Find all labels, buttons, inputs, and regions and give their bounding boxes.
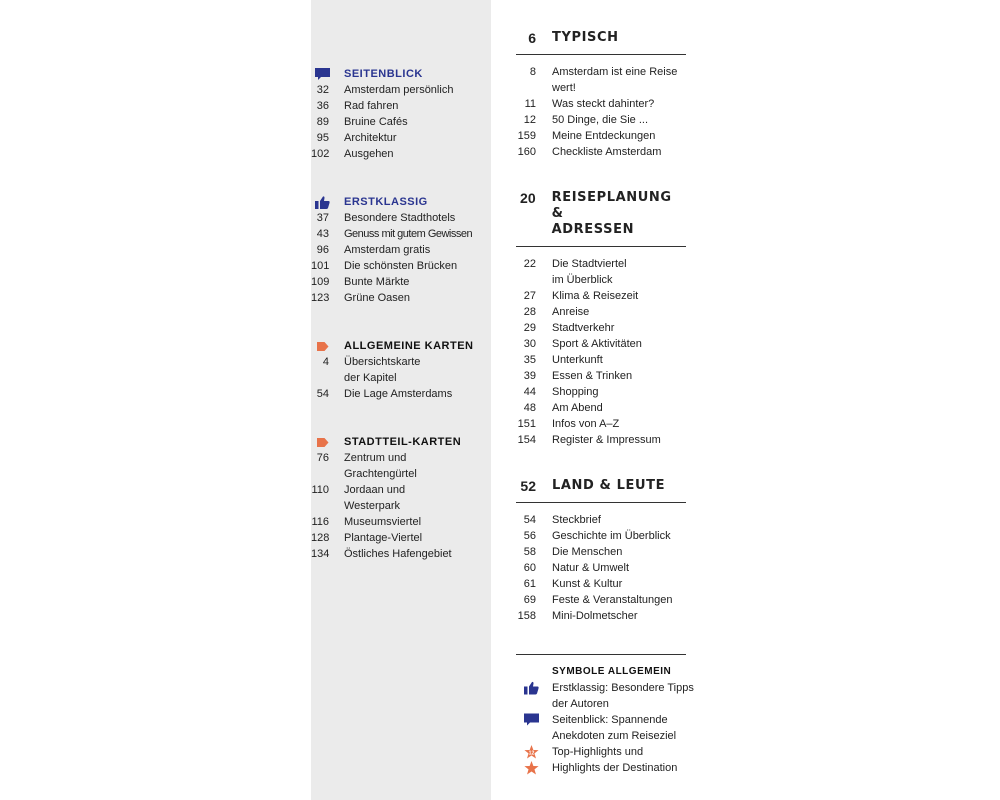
page-number: 35 bbox=[523, 354, 536, 366]
toc-entry[interactable] bbox=[311, 498, 491, 514]
thumbs-up-icon bbox=[524, 681, 539, 695]
chapter-page-number: 20 bbox=[520, 190, 536, 206]
entry-title: Stadtverkehr bbox=[552, 322, 615, 334]
page-number: 12 bbox=[523, 114, 536, 126]
section-typisch bbox=[516, 30, 686, 160]
chapter-title-line: ADRESSEN bbox=[551, 222, 635, 237]
entry-title: Essen & Trinken bbox=[552, 370, 633, 382]
entry-title: Bunte Märkte bbox=[344, 276, 410, 288]
toc-entry[interactable] bbox=[311, 226, 491, 242]
page-number: 69 bbox=[523, 594, 536, 606]
section-title: ALLGEMEINE KARTEN bbox=[344, 340, 474, 352]
toc-entry[interactable] bbox=[311, 370, 491, 386]
entry-title: wert! bbox=[552, 82, 576, 94]
toc-entry[interactable] bbox=[516, 608, 686, 624]
entry-title: Checkliste Amsterdam bbox=[552, 146, 662, 158]
page-number: 96 bbox=[316, 244, 329, 256]
entry-title: Kunst & Kultur bbox=[552, 578, 623, 590]
page-number: 61 bbox=[523, 578, 536, 590]
page-number bbox=[311, 498, 329, 514]
page-number: 101 bbox=[311, 260, 330, 272]
page-number: 134 bbox=[311, 548, 330, 560]
page-number: 123 bbox=[311, 292, 330, 304]
page-number: 43 bbox=[316, 228, 329, 240]
page-number: 8 bbox=[529, 66, 536, 78]
toc-entry[interactable] bbox=[311, 530, 491, 546]
page-number: 110 bbox=[311, 484, 329, 496]
page-number: 60 bbox=[523, 562, 536, 574]
section-allgemeine-karten bbox=[311, 338, 491, 402]
page-number bbox=[516, 272, 536, 288]
entry-title: Jordaan und bbox=[344, 484, 406, 496]
toc-entry[interactable] bbox=[516, 384, 686, 400]
entry-title: Amsterdam gratis bbox=[344, 244, 431, 256]
entry-title: Rad fahren bbox=[344, 100, 399, 112]
toc-entry[interactable] bbox=[516, 576, 686, 592]
left-column bbox=[311, 66, 491, 594]
page-number: 11 bbox=[524, 98, 536, 110]
section-seitenblick bbox=[311, 66, 491, 162]
toc-entry[interactable] bbox=[311, 386, 491, 402]
entry-title: 50 Dinge, die Sie ... bbox=[552, 114, 649, 126]
page-number bbox=[516, 80, 536, 96]
symbol-legend bbox=[516, 654, 694, 776]
numbered-star-icon bbox=[524, 745, 539, 759]
toc-entry[interactable] bbox=[516, 256, 686, 272]
page-number: 54 bbox=[523, 514, 536, 526]
entry-title: Geschichte im Überblick bbox=[552, 530, 671, 542]
section-reiseplanung bbox=[516, 190, 686, 448]
toc-entry[interactable] bbox=[516, 64, 686, 80]
toc-entry[interactable] bbox=[311, 514, 491, 530]
toc-entry[interactable] bbox=[516, 416, 686, 432]
entry-title: Die schönsten Brücken bbox=[344, 260, 458, 272]
entry-title: Anreise bbox=[552, 306, 590, 318]
toc-entry[interactable] bbox=[516, 320, 686, 336]
section-land-leute bbox=[516, 478, 686, 624]
toc-entry[interactable] bbox=[516, 400, 686, 416]
toc-entry[interactable] bbox=[516, 560, 686, 576]
legend-row bbox=[516, 760, 686, 776]
section-stadtteil-karten bbox=[311, 434, 491, 562]
entry-title: Amsterdam persönlich bbox=[344, 84, 454, 96]
toc-entry[interactable] bbox=[311, 242, 491, 258]
page-number: 95 bbox=[316, 132, 329, 144]
page-number: 28 bbox=[523, 306, 536, 318]
entry-title: Was steckt dahinter? bbox=[552, 98, 655, 110]
toc-entry[interactable] bbox=[516, 336, 686, 352]
entry-title: Bruine Cafés bbox=[344, 116, 408, 128]
entry-title: Infos von A–Z bbox=[552, 418, 620, 430]
page-number: 37 bbox=[316, 212, 329, 224]
page-number: 76 bbox=[316, 452, 329, 464]
entry-title: Register & Impressum bbox=[552, 434, 661, 446]
entry-title: Amsterdam ist eine Reise bbox=[552, 66, 678, 78]
page-number: 109 bbox=[311, 276, 330, 288]
page-number: 56 bbox=[523, 530, 536, 542]
page-number: 128 bbox=[311, 532, 330, 544]
legend-title: SYMBOLE ALLGEMEIN bbox=[552, 666, 672, 677]
entry-title: Die Stadtviertel bbox=[552, 258, 627, 270]
page-number: 32 bbox=[316, 84, 329, 96]
legend-row bbox=[516, 680, 694, 696]
speech-bubble-icon bbox=[524, 713, 539, 727]
page-number: 58 bbox=[523, 546, 536, 558]
page-number: 160 bbox=[517, 146, 536, 158]
thumbs-up-icon bbox=[315, 196, 330, 209]
entry-title: Architektur bbox=[344, 132, 397, 144]
page-number: 36 bbox=[316, 100, 329, 112]
chapter-title-line: REISEPLANUNG & bbox=[551, 190, 672, 221]
page-number: 159 bbox=[517, 130, 536, 142]
entry-title: Übersichtskarte bbox=[344, 356, 421, 368]
chapter-page-number: 52 bbox=[520, 478, 536, 494]
page-number: 151 bbox=[517, 418, 536, 430]
chapter-heading[interactable] bbox=[516, 478, 686, 503]
legend-text: der Autoren bbox=[552, 698, 609, 710]
toc-entry[interactable] bbox=[516, 304, 686, 320]
entry-title: Grachtengürtel bbox=[344, 468, 417, 480]
section-title: SEITENBLICK bbox=[344, 68, 423, 80]
toc-entry[interactable] bbox=[311, 98, 491, 114]
toc-entry[interactable] bbox=[311, 82, 491, 98]
page-number: 116 bbox=[311, 516, 329, 528]
entry-title: Östliches Hafengebiet bbox=[344, 548, 452, 560]
legend-text: Highlights der Destination bbox=[552, 762, 678, 774]
legend-text: Anekdoten zum Reiseziel bbox=[552, 730, 677, 742]
toc-entry[interactable] bbox=[311, 354, 491, 370]
chapter-title: TYPISCH bbox=[552, 30, 619, 45]
page-number bbox=[311, 466, 329, 482]
legend-row bbox=[516, 696, 686, 712]
toc-entry[interactable] bbox=[516, 288, 686, 304]
chapter-title bbox=[552, 190, 686, 238]
entry-title: im Überblick bbox=[552, 274, 613, 286]
section-heading bbox=[311, 434, 491, 450]
page-number bbox=[311, 370, 329, 386]
chapter-heading[interactable] bbox=[516, 30, 686, 55]
entry-title: der Kapitel bbox=[344, 372, 397, 384]
entry-title: Besondere Stadthotels bbox=[344, 212, 456, 224]
page-number: 29 bbox=[523, 322, 536, 334]
toc-entry[interactable] bbox=[516, 128, 686, 144]
section-heading bbox=[311, 194, 491, 210]
toc-entry[interactable] bbox=[516, 528, 686, 544]
chapter-title: LAND & LEUTE bbox=[552, 478, 666, 493]
section-title: ERSTKLASSIG bbox=[344, 196, 428, 208]
page-number: 4 bbox=[322, 356, 329, 368]
toc-entry[interactable] bbox=[516, 272, 686, 288]
page-number: 158 bbox=[517, 610, 536, 622]
page-number: 154 bbox=[517, 434, 536, 446]
right-column bbox=[516, 30, 694, 776]
entry-title: Natur & Umwelt bbox=[552, 562, 630, 574]
entry-title: Feste & Veranstaltungen bbox=[552, 594, 673, 606]
toc-entry[interactable] bbox=[311, 450, 491, 466]
page-number: 22 bbox=[523, 258, 536, 270]
map-tag-icon bbox=[315, 436, 330, 449]
chapter-heading[interactable] bbox=[516, 190, 686, 247]
toc-entry[interactable] bbox=[516, 112, 686, 128]
page-number: 54 bbox=[316, 388, 329, 400]
page-number: 89 bbox=[316, 116, 329, 128]
entry-title: Steckbrief bbox=[552, 514, 601, 526]
page-number: 39 bbox=[523, 370, 536, 382]
legend-text: Erstklassig: Besondere Tipps bbox=[552, 682, 694, 694]
toc-entry[interactable] bbox=[516, 432, 686, 448]
toc-entry[interactable] bbox=[311, 130, 491, 146]
speech-bubble-icon bbox=[315, 68, 330, 81]
entry-title: Sport & Aktivitäten bbox=[552, 338, 642, 350]
toc-entry[interactable] bbox=[516, 144, 686, 160]
toc-entry[interactable] bbox=[516, 80, 686, 96]
section-heading bbox=[311, 338, 491, 354]
entry-title: Mini-Dolmetscher bbox=[552, 610, 638, 622]
legend-row bbox=[516, 728, 686, 744]
entry-title: Genuss mit gutem Gewissen bbox=[344, 228, 473, 240]
page-number: 48 bbox=[523, 402, 536, 414]
entry-title: Meine Entdeckungen bbox=[552, 130, 656, 142]
entry-title: Ausgehen bbox=[344, 148, 394, 160]
entry-title: Unterkunft bbox=[552, 354, 603, 366]
section-title: STADTTEIL-KARTEN bbox=[344, 436, 462, 448]
toc-entry[interactable] bbox=[516, 592, 686, 608]
toc-entry[interactable] bbox=[311, 274, 491, 290]
entry-title: Shopping bbox=[552, 386, 599, 398]
legend-text: Top-Highlights und bbox=[552, 746, 644, 758]
toc-entry[interactable] bbox=[516, 352, 686, 368]
chapter-page-number: 6 bbox=[528, 30, 536, 46]
entry-title: Die Lage Amsterdams bbox=[344, 388, 453, 400]
page-number: 44 bbox=[523, 386, 536, 398]
toc-entry[interactable] bbox=[516, 368, 686, 384]
page-number: 102 bbox=[311, 148, 330, 160]
toc-entry[interactable] bbox=[516, 512, 686, 528]
legend-row bbox=[516, 744, 686, 760]
entry-title: Die Menschen bbox=[552, 546, 623, 558]
entry-title: Grüne Oasen bbox=[344, 292, 411, 304]
toc-entry[interactable] bbox=[516, 96, 686, 112]
page-number: 27 bbox=[523, 290, 536, 302]
toc-entry[interactable] bbox=[311, 466, 491, 482]
entry-title: Klima & Reisezeit bbox=[552, 290, 639, 302]
toc-entry[interactable] bbox=[311, 290, 491, 306]
entry-title: Westerpark bbox=[344, 500, 401, 512]
entry-title: Museumsviertel bbox=[344, 516, 422, 528]
toc-entry[interactable] bbox=[311, 258, 491, 274]
entry-title: Zentrum und bbox=[344, 452, 407, 464]
toc-entry[interactable] bbox=[311, 210, 491, 226]
star-icon bbox=[524, 761, 539, 775]
legend-row bbox=[516, 712, 686, 728]
legend-text: Seitenblick: Spannende bbox=[552, 714, 668, 726]
toc-entry[interactable] bbox=[311, 114, 491, 130]
page-number: 30 bbox=[523, 338, 536, 350]
entry-title: Plantage-Viertel bbox=[344, 532, 423, 544]
section-heading bbox=[311, 66, 491, 82]
toc-entry[interactable] bbox=[516, 544, 686, 560]
toc-entry[interactable] bbox=[311, 546, 491, 562]
entry-title: Am Abend bbox=[552, 402, 603, 414]
star-number: 12 bbox=[528, 750, 535, 757]
toc-entry[interactable] bbox=[311, 146, 491, 162]
map-tag-icon bbox=[315, 340, 330, 353]
toc-entry[interactable] bbox=[311, 482, 491, 498]
section-erstklassig bbox=[311, 194, 491, 306]
